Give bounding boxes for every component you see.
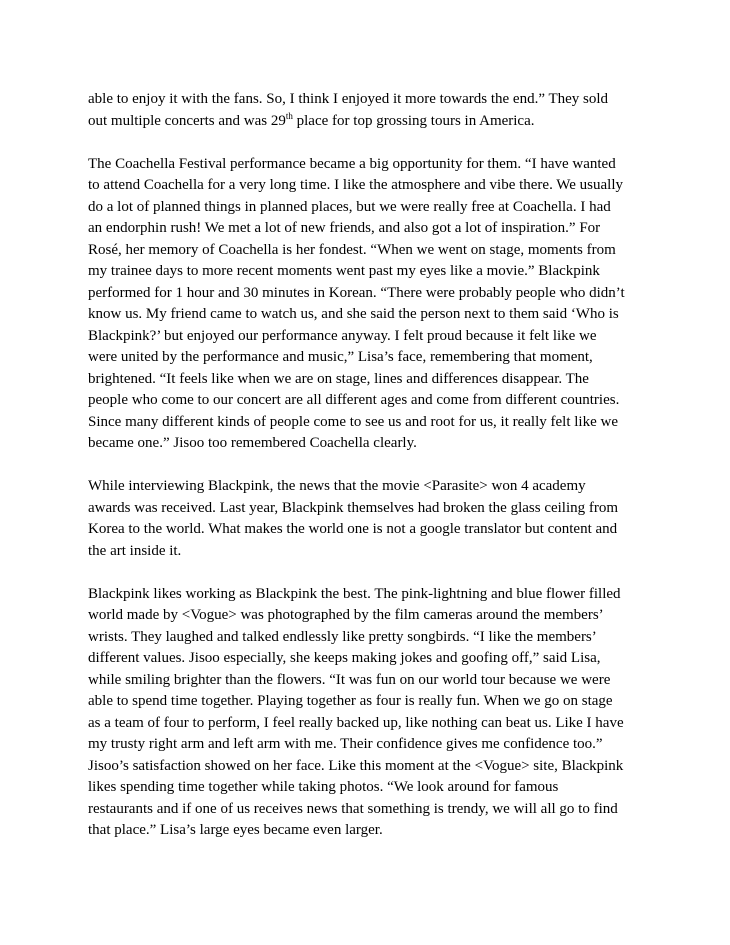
article-body: [88, 89, 648, 863]
text-line: able to spend time together. Playing together as four is really fun. When we go on stage: [88, 693, 613, 709]
text-line: The Coachella Festival performance became a big opportunity for them. “I have wanted: [88, 155, 616, 172]
text-line: while smiling brighter than the flowers. “It was fun on our world tour because we were: [88, 671, 611, 688]
text-line: Since many different kinds of people come to see us and root for us, it really felt like we: [88, 413, 618, 430]
text-line: the art inside it.: [88, 542, 182, 559]
text-line: as a team of four to perform, I feel really backed up, like nothing can beat us. Like I have: [88, 714, 624, 731]
text-line: performed for 1 hour and 30 minutes in Korean. “There were probably people who didn’t: [88, 284, 625, 301]
text-line: world made by <Vogue> was photographed by the film cameras around the members’: [88, 607, 604, 623]
text-line: different values. Jisoo especially, she keeps making jokes and goofing off,” said Lisa,: [88, 650, 601, 666]
text-line: know us. My friend came to watch us, and she said the person next to them said ‘Who is: [88, 306, 619, 322]
text-line: wrists. They laughed and talked endlessly like pretty songbirds. “I like the members’: [88, 628, 597, 645]
text-segment: place for top grossing tours in America.: [292, 112, 535, 129]
ordinal-superscript: th: [285, 110, 293, 121]
paragraph: [88, 476, 648, 562]
paragraph-list: [88, 89, 648, 842]
text-line: Rosé, her memory of Coachella is her fondest. “When we went on stage, moments from: [88, 241, 616, 258]
text-line: my trainee days to more recent moments went past my eyes like a movie.” Blackpink: [88, 263, 600, 279]
text-line: that place.” Lisa’s large eyes became even larger.: [88, 822, 383, 838]
text-line: people who come to our concert are all different ages and come from different countries.: [88, 392, 620, 408]
text-line: do a lot of planned things in planned places, but we were really free at Coachella. I had: [88, 198, 611, 215]
text-line: awards was received. Last year, Blackpink themselves had broken the glass ceiling from: [88, 499, 619, 516]
text-segment: out multiple concerts and was 29: [88, 112, 286, 129]
text-line: brightened. “It feels like when we are on stage, lines and differences disappear. The: [88, 370, 589, 387]
text-line: an endorphin rush! We met a lot of new friends, and also got a lot of inspiration.” For: [88, 220, 601, 236]
text-line: restaurants and if one of us receives news that something is trendy, we will all go to find: [88, 800, 618, 817]
paragraph: [88, 154, 648, 455]
paragraph: [88, 584, 648, 842]
text-line: likes spending time together while taking photos. “We look around for famous: [88, 779, 559, 795]
text-line: Korea to the world. What makes the world one is not a google translator but content and: [88, 521, 618, 537]
text-line: able to enjoy it with the fans. So, I think I enjoyed it more towards the end.” They sold: [88, 91, 609, 107]
text-line: my trusty right arm and left arm with me. Their confidence gives me confidence too.”: [88, 736, 603, 752]
text-line: While interviewing Blackpink, the news that the movie <Parasite> won 4 academy: [88, 478, 586, 494]
text-line: became one.” Jisoo too remembered Coachella clearly.: [88, 435, 417, 451]
text-line: to attend Coachella for a very long time. I like the atmosphere and vibe there. We usually: [88, 177, 624, 193]
paragraph: [88, 89, 648, 132]
text-line: [88, 111, 648, 133]
text-line: Blackpink?’ but enjoyed our performance anyway. I felt proud because it felt like we: [88, 327, 597, 344]
text-line: were united by the performance and music,” Lisa’s face, remembering that moment,: [88, 349, 593, 365]
text-line: Blackpink likes working as Blackpink the best. The pink-lightning and blue flower filled: [88, 585, 621, 602]
text-line: Jisoo’s satisfaction showed on her face. Like this moment at the <Vogue> site, Blackpink: [88, 757, 624, 774]
